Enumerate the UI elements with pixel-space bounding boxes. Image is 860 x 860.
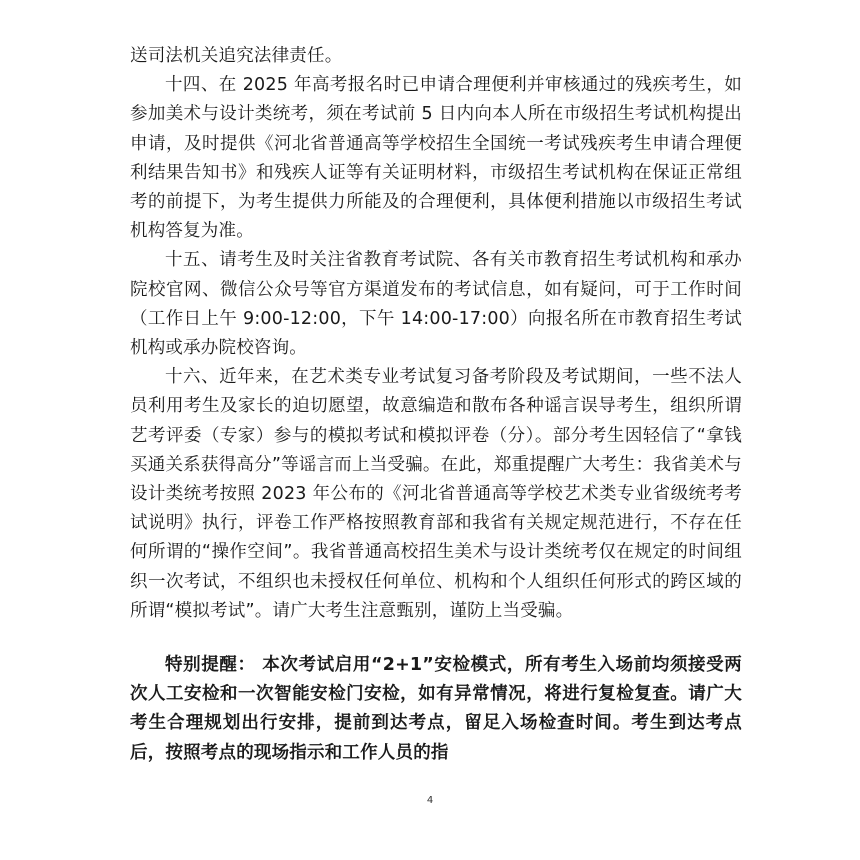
page-number: 4 [426, 795, 434, 806]
paragraph-continuation: 送司法机关追究法律责任。 [130, 46, 343, 66]
paragraph-item-16: 十六、近年来，在艺术类专业考试复习备考阶段及考试期间，一些不法人员利用考生及家长的迫切愿望，故意编造和散布各种谣言误导考生，组织所谓艺考评委（专家）参与的模拟考试和模拟评卷（分）。部分考生因轻信了“拿钱买通关系获得高分”等谣言而上当受骗。在此，郑重提醒广大考生：我省美术与设计类统考按照 2023 年公布的《河北省普通高等学校艺术类专业省级统考考试说明》执行，评卷工作严格按照教育部和我省有关规定规范进行，不存在任何所谓的“操作空间”。我省普通高校招生美术与设计类统考仅在规定的时间组织一次考试，不组织也未授权任何单位、机构和个人组织任何形式的跨区域的所谓“模拟考试”。请广大考生注意甄别，谨防上当受骗。 [130, 367, 742, 621]
paragraph-item-14: 十四、在 2025 年高考报名时已申请合理便利并审核通过的残疾考生，如参加美术与设计类统考，须在考试前 5 日内向本人所在市级招生考试机构提出申请，及时提供《河北省普通高等学校招生全国统一考试残疾考生申请合理便利结果告知书》和残疾人证等有关证明材料，市级招生考试机构在保证正常组考的前提下，为考生提供力所能及的合理便利，具体便利措施以市级招生考试机构答复为准。 [130, 75, 742, 242]
special-notice: 特别提醒： 本次考试启用“2+1”安检模式，所有考生入场前均须接受两次人工安检和一次智能安检门安检，如有异常情况，将进行复检复查。请广大考生合理规划出行安排，提前到达考点，留足入场检查时间。考生到达考点后，按照考点的现场指示和工作人员的指 [130, 655, 742, 763]
paragraph-item-15: 十五、请考生及时关注省教育考试院、各有关市教育招生考试机构和承办院校官网、微信公众号等官方渠道发布的考试信息，如有疑问，可于工作时间（工作日上午 9:00-12:00，下午 14:00-17:00）向报名所在市教育招生考试机构或承办院校咨询。 [130, 250, 742, 359]
